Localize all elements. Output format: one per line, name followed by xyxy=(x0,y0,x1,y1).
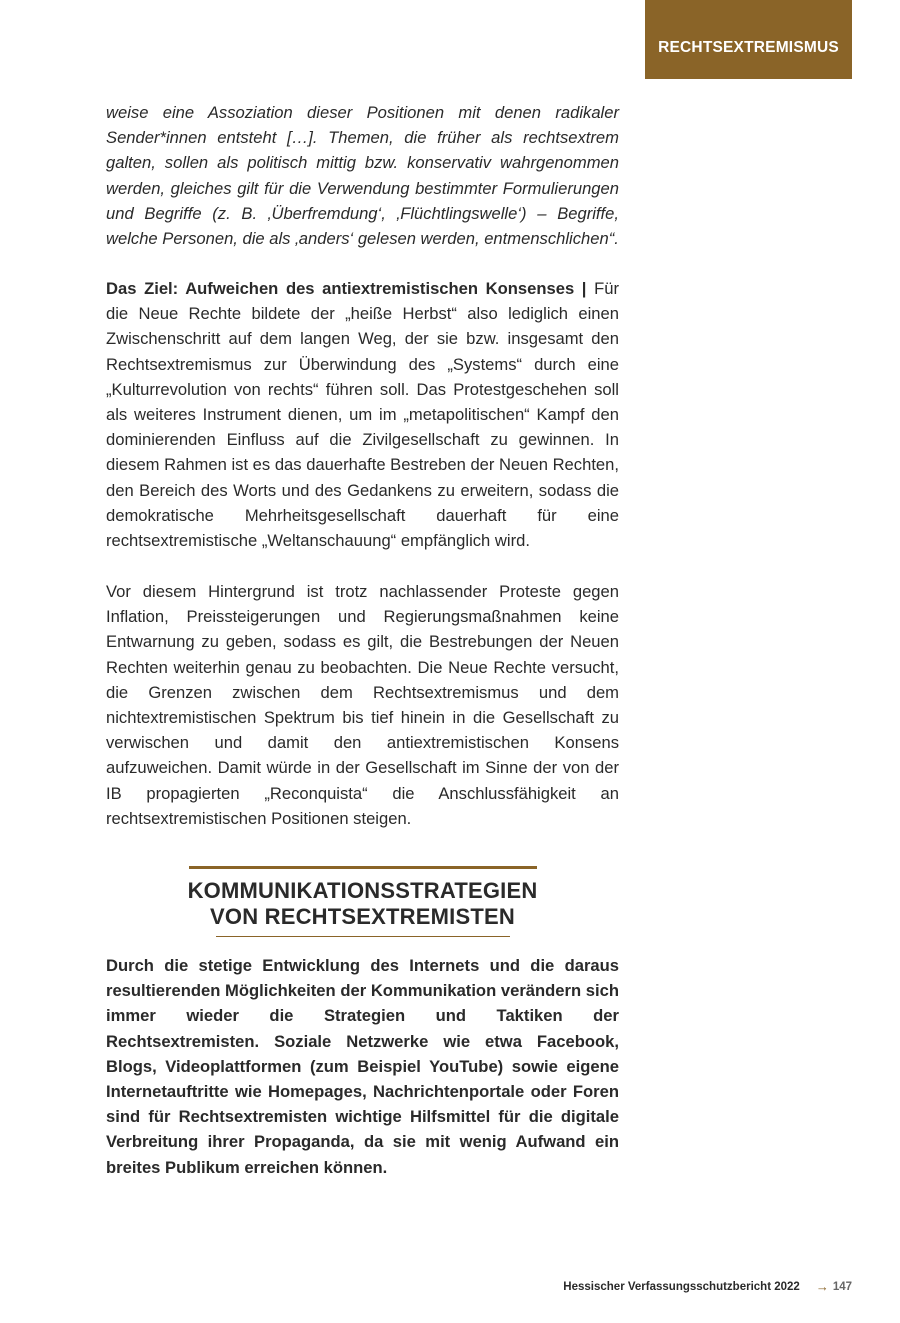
quote-paragraph: weise eine Assoziation dieser Positionen mit denen radikaler Sender*innen entsteht […]. Themen, die früher als rechtsextrem galten, sollen als politisch mittig bzw. konservativ wahrgenommen werden, gleiches gilt für die Verwendung bestimmter Formulierungen und Begriffe (z. B. ‚Überfremdung‘, ‚Flüchtlingswelle‘) – Begriffe, welche Personen, die als ‚anders‘ gelesen werden, entmenschlichen“. xyxy=(106,103,619,249)
section-tab xyxy=(645,0,852,79)
section-tab-label: RECHTSEXTREMISMUS xyxy=(658,38,839,56)
footer-publication-title: Hessischer Verfassungsschutzbericht 2022 xyxy=(563,1280,800,1293)
page-footer xyxy=(563,1279,852,1294)
heading-bottom-rule xyxy=(216,936,510,937)
section-heading-block xyxy=(106,866,619,937)
page-number: 147 xyxy=(832,1280,852,1293)
heading-top-rule xyxy=(189,866,537,869)
paragraph-lead-heading: Das Ziel: Aufweichen des antiextremistischen Konsenses | xyxy=(106,279,587,298)
body-paragraph-background: Vor diesem Hintergrund ist trotz nachlassender Proteste gegen Inflation, Preissteigerungen und Regierungsmaßnahmen keine Entwarnung zu geben, sodass es gilt, die Bestrebungen der Neuen Rechten weiterhin genau zu beobachten. Die Neue Rechte versucht, die Grenzen zwischen dem Rechtsextremismus und dem nichtextremistischen Spektrum bis tief hinein in die Gesellschaft zu verwischen und damit den antiextremistischen Konsens aufzuweichen. Damit würde in der Gesellschaft im Sinne der von der IB propagierten „Reconquista“ die Anschlussfähigkeit an rechtsextremistischen Positionen steigen. xyxy=(106,582,619,828)
section-heading xyxy=(106,878,619,930)
body-paragraph-goal xyxy=(106,276,619,553)
arrow-right-icon: → xyxy=(815,1279,829,1294)
section-heading-line-2: VON RECHTSEXTREMISTEN xyxy=(210,904,515,929)
section-heading-line-1: KOMMUNIKATIONSSTRATEGIEN xyxy=(187,878,538,903)
section-intro-paragraph: Durch die stetige Entwicklung des Internets und die daraus resultierenden Möglichkeiten der Kommunikation verändern sich immer wieder die Strategien und Taktiken der Rechtsextremisten. Soziale Netzwerke wie etwa Facebook, Blogs, Videoplattformen (zum Beispiel YouTube) sowie eigene Internetauftritte wie Homepages, Nachrichtenportale oder Foren sind für Rechtsextremisten wichtige Hilfsmittel für die digitale Verbreitung ihrer Propaganda, da sie mit wenig Aufwand ein breites Publikum erreichen können. xyxy=(106,956,619,1177)
paragraph-body-text: Für die Neue Rechte bildete der „heiße Herbst“ also lediglich einen Zwischenschritt auf dem langen Weg, der sie bzw. insgesamt den Rechtsextremismus zur Überwindung des „Systems“ durch eine „Kulturrevolution von rechts“ führen soll. Das Protestgeschehen soll als weiteres Instrument dienen, um im „metapolitischen“ Kampf den dominierenden Einfluss auf die Zivilgesellschaft zu gewinnen. In diesem Rahmen ist es das dauerhafte Bestreben der Neuen Rechten, den Bereich des Worts und des Gedankens zu erweitern, sodass die demokratische Mehrheitsgesellschaft dauerhaft für eine rechtsextremistische „Weltanschauung“ empfänglich wird. xyxy=(106,279,619,551)
